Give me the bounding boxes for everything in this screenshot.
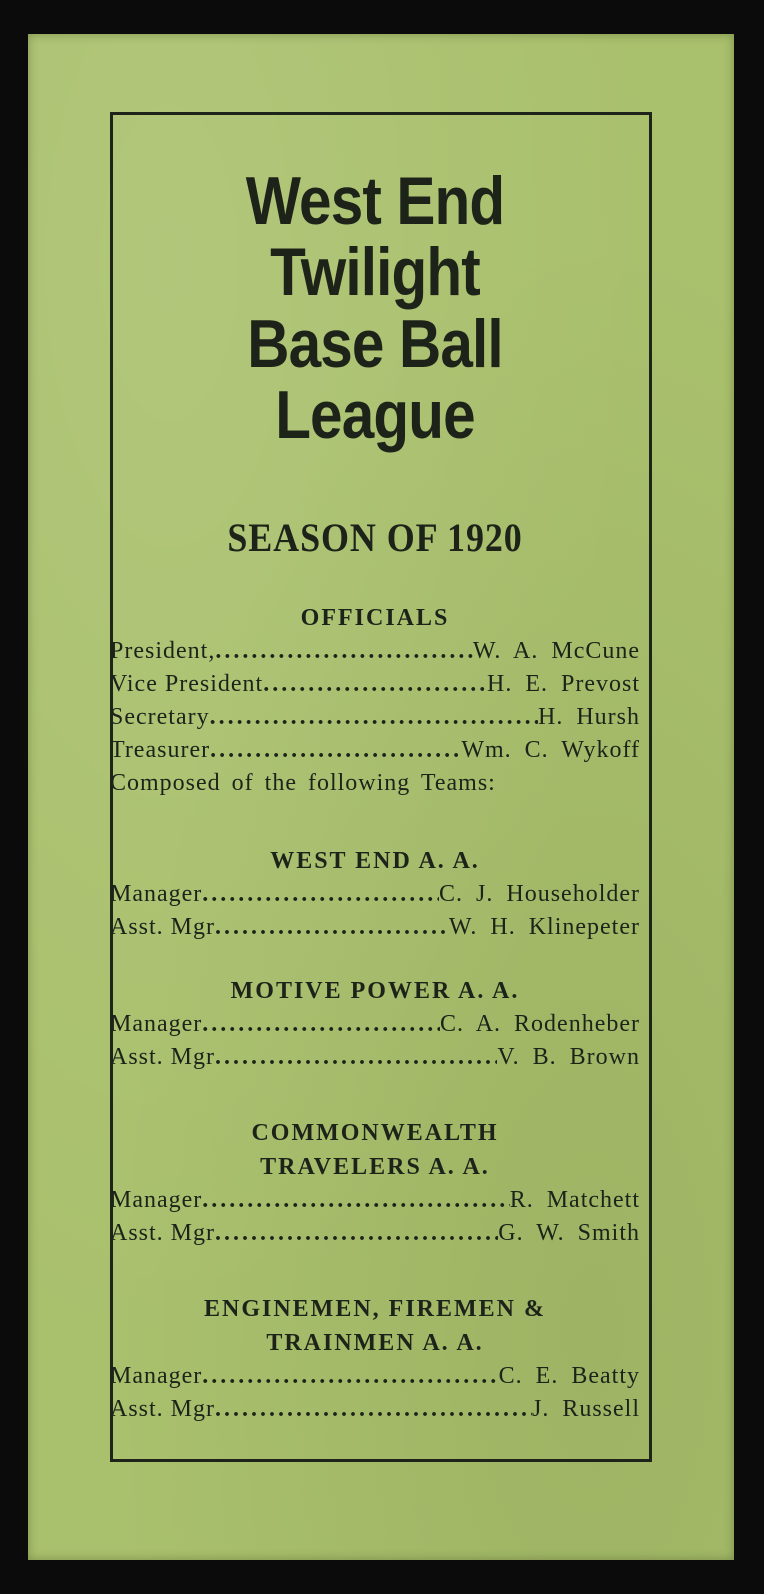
official-row <box>110 635 640 668</box>
leader-dots <box>215 1393 532 1426</box>
manager-role: Manager <box>110 880 203 907</box>
team-name-line-1: COMMONWEALTH <box>251 1119 499 1146</box>
leader-dots <box>215 1041 497 1074</box>
manager-name: C. E. Beatty <box>498 1362 640 1389</box>
team-section <box>110 1292 640 1426</box>
leader-dots <box>215 635 473 668</box>
team-section <box>110 974 640 1074</box>
official-role: Secretary <box>110 703 210 730</box>
asst-name: J. Russell <box>531 1395 640 1422</box>
team-name: MOTIVE POWER A. A. <box>230 977 520 1004</box>
team-section <box>110 844 640 944</box>
team-section <box>110 1116 640 1250</box>
official-name: H. Hursh <box>538 703 640 730</box>
leader-dots <box>210 701 538 734</box>
officials-section <box>110 601 640 800</box>
manager-role: Manager <box>110 1010 203 1037</box>
team-manager-row <box>110 878 640 911</box>
composed-note: Composed of the following Teams: <box>110 769 496 796</box>
title-line-2: Base Ball League <box>247 305 503 454</box>
team-manager-row <box>110 1184 640 1217</box>
card-content <box>110 130 640 1456</box>
team-asst-row <box>110 911 640 944</box>
team-manager-row <box>110 1360 640 1393</box>
leader-dots <box>215 1217 498 1250</box>
team-asst-row <box>110 1393 640 1426</box>
official-name: H. E. Prevost <box>487 670 640 697</box>
team-asst-row <box>110 1217 640 1250</box>
title-line-1: West End Twilight <box>245 163 505 311</box>
asst-role: Asst. Mgr <box>110 1219 216 1246</box>
official-role: Treasurer <box>110 736 211 763</box>
officials-heading: OFFICIALS <box>300 604 450 631</box>
manager-name: C. A. Rodenheber <box>440 1010 640 1037</box>
asst-name: V. B. Brown <box>497 1043 640 1070</box>
official-name: Wm. C. Wykoff <box>461 736 640 763</box>
leader-dots <box>202 1008 440 1041</box>
official-role: President, <box>110 637 216 664</box>
leader-dots <box>202 878 439 911</box>
asst-role: Asst. Mgr <box>110 1043 216 1070</box>
team-name-line-2: TRAINMEN A. A. <box>266 1329 484 1356</box>
asst-name: W. H. Klinepeter <box>448 913 640 940</box>
official-row <box>110 734 640 767</box>
team-name-line-2: TRAVELERS A. A. <box>260 1153 490 1180</box>
manager-name: R. Matchett <box>509 1186 640 1213</box>
official-name: W. A. McCune <box>472 637 640 664</box>
leader-dots <box>215 911 449 944</box>
team-manager-row <box>110 1008 640 1041</box>
leader-dots <box>263 668 487 701</box>
asst-name: G. W. Smith <box>498 1219 640 1246</box>
leader-dots <box>210 734 461 767</box>
asst-role: Asst. Mgr <box>110 913 216 940</box>
official-row <box>110 701 640 734</box>
team-name-line-1: ENGINEMEN, FIREMEN & <box>203 1295 546 1322</box>
team-name: WEST END A. A. <box>270 847 480 874</box>
season-heading: SEASON OF 1920 <box>227 514 523 560</box>
asst-role: Asst. Mgr <box>110 1395 216 1422</box>
manager-name: C. J. Householder <box>439 880 640 907</box>
league-title <box>147 163 603 454</box>
official-row <box>110 668 640 701</box>
team-asst-row <box>110 1041 640 1074</box>
manager-role: Manager <box>110 1362 203 1389</box>
leader-dots <box>202 1360 498 1393</box>
manager-role: Manager <box>110 1186 203 1213</box>
leader-dots <box>202 1184 509 1217</box>
official-role: Vice President <box>110 670 264 697</box>
